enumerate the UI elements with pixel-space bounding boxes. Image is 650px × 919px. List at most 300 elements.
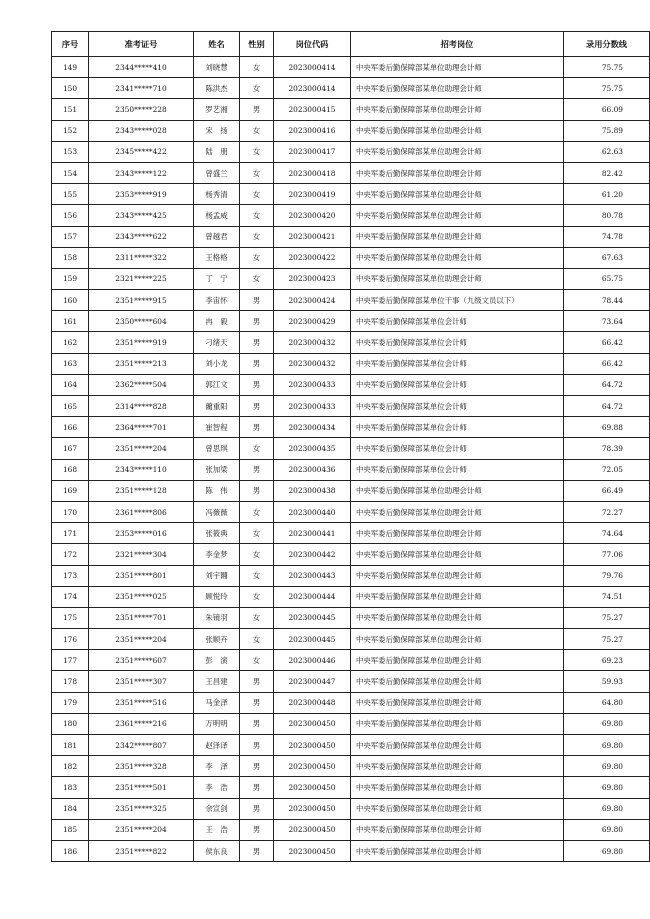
cell-post-code: 2023000447: [274, 671, 351, 692]
cell-name: 李 浩: [194, 777, 240, 798]
cell-score: 62.63: [564, 141, 650, 162]
cell-name: 丁 宁: [194, 268, 240, 289]
cell-score: 66.42: [564, 332, 650, 353]
cell-sex: 男: [240, 417, 274, 438]
cell-post-code: 2023000420: [274, 205, 351, 226]
cell-exam-id: 2351*****607: [89, 650, 194, 671]
cell-sex: 女: [240, 629, 274, 650]
cell-score: 69.80: [564, 713, 650, 734]
cell-name: 刁绪天: [194, 332, 240, 353]
cell-serial-no: 156: [52, 205, 89, 226]
cell-serial-no: 160: [52, 290, 89, 311]
cell-exam-id: 2351*****701: [89, 607, 194, 628]
table-row: [52, 629, 650, 650]
cell-serial-no: 169: [52, 480, 89, 501]
cell-post-code: 2023000450: [274, 713, 351, 734]
cell-post: 中央军委后勤保障部某单位会计师: [351, 311, 564, 332]
cell-serial-no: 178: [52, 671, 89, 692]
cell-serial-no: 175: [52, 607, 89, 628]
cell-name: 陈洪杰: [194, 78, 240, 99]
cell-name: 赵泽译: [194, 735, 240, 756]
cell-exam-id: 2344*****410: [89, 57, 194, 78]
cell-name: 刘晓慧: [194, 57, 240, 78]
cell-serial-no: 159: [52, 268, 89, 289]
header-post-code: 岗位代码: [274, 32, 351, 57]
table-row: [52, 713, 650, 734]
cell-exam-id: 2361*****806: [89, 501, 194, 522]
cell-sex: 女: [240, 586, 274, 607]
cell-name: 郭江文: [194, 374, 240, 395]
cell-post: 中央军委后勤保障部某单位助理会计师: [351, 501, 564, 522]
table-row: [52, 226, 650, 247]
table-row: [52, 777, 650, 798]
cell-name: 李 泽: [194, 756, 240, 777]
cell-exam-id: 2321*****304: [89, 544, 194, 565]
table-row: [52, 141, 650, 162]
cell-post-code: 2023000423: [274, 268, 351, 289]
cell-sex: 男: [240, 374, 274, 395]
cell-exam-id: 2361*****216: [89, 713, 194, 734]
table-row: [52, 268, 650, 289]
cell-exam-id: 2351*****516: [89, 692, 194, 713]
cell-score: 72.05: [564, 459, 650, 480]
cell-exam-id: 2351*****204: [89, 438, 194, 459]
table-row: [52, 247, 650, 268]
cell-sex: 女: [240, 57, 274, 78]
table-row: [52, 353, 650, 374]
table-row: [52, 692, 650, 713]
cell-post-code: 2023000434: [274, 417, 351, 438]
cell-post: 中央军委后勤保障部某单位会计师: [351, 396, 564, 417]
cell-sex: 男: [240, 311, 274, 332]
cell-post: 中央军委后勤保障部某单位会计师: [351, 332, 564, 353]
cell-post-code: 2023000442: [274, 544, 351, 565]
table-row: [52, 819, 650, 840]
cell-name: 顾悦玲: [194, 586, 240, 607]
cell-sex: 男: [240, 713, 274, 734]
cell-serial-no: 155: [52, 184, 89, 205]
cell-serial-no: 165: [52, 396, 89, 417]
cell-sex: 女: [240, 501, 274, 522]
cell-score: 74.64: [564, 523, 650, 544]
cell-exam-id: 2343*****110: [89, 459, 194, 480]
cell-serial-no: 180: [52, 713, 89, 734]
cell-sex: 男: [240, 840, 274, 861]
cell-name: 彭 演: [194, 650, 240, 671]
table-row: [52, 840, 650, 861]
table-row: [52, 459, 650, 480]
cell-name: 刘小龙: [194, 353, 240, 374]
cell-post: 中央军委后勤保障部某单位助理会计师: [351, 226, 564, 247]
cell-sex: 女: [240, 544, 274, 565]
table-row: [52, 396, 650, 417]
cell-serial-no: 158: [52, 247, 89, 268]
cell-score: 69.80: [564, 840, 650, 861]
cell-score: 64.72: [564, 396, 650, 417]
cell-exam-id: 2351*****501: [89, 777, 194, 798]
cell-post-code: 2023000414: [274, 57, 351, 78]
cell-post: 中央军委后勤保障部某单位助理会计师: [351, 692, 564, 713]
cell-serial-no: 176: [52, 629, 89, 650]
cell-serial-no: 174: [52, 586, 89, 607]
cell-name: 刘宇翾: [194, 565, 240, 586]
cell-sex: 男: [240, 459, 274, 480]
cell-post: 中央军委后勤保障部某单位会计师: [351, 417, 564, 438]
cell-exam-id: 2351*****801: [89, 565, 194, 586]
cell-serial-no: 186: [52, 840, 89, 861]
cell-score: 64.72: [564, 374, 650, 395]
cell-post: 中央军委后勤保障部某单位助理会计师: [351, 544, 564, 565]
cell-exam-id: 2351*****025: [89, 586, 194, 607]
cell-score: 66.42: [564, 353, 650, 374]
cell-post: 中央军委后勤保障部某单位助理会计师: [351, 78, 564, 99]
cell-post: 中央军委后勤保障部某单位助理会计师: [351, 523, 564, 544]
cell-score: 69.88: [564, 417, 650, 438]
cell-exam-id: 2351*****328: [89, 756, 194, 777]
cell-post-code: 2023000422: [274, 247, 351, 268]
table-row: [52, 184, 650, 205]
table-row: [52, 544, 650, 565]
cell-post: 中央军委后勤保障部某单位助理会计师: [351, 735, 564, 756]
cell-score: 69.80: [564, 756, 650, 777]
table-row: [52, 162, 650, 183]
cell-post: 中央军委后勤保障部某单位助理会计师: [351, 650, 564, 671]
cell-post: 中央军委后勤保障部某单位干事（九级文员以下）: [351, 290, 564, 311]
cell-sex: 男: [240, 396, 274, 417]
cell-name: 张筱典: [194, 523, 240, 544]
cell-sex: 女: [240, 247, 274, 268]
cell-post: 中央军委后勤保障部某单位助理会计师: [351, 120, 564, 141]
header-post: 招考岗位: [351, 32, 564, 57]
cell-exam-id: 2351*****822: [89, 840, 194, 861]
cell-post-code: 2023000445: [274, 629, 351, 650]
cell-sex: 女: [240, 184, 274, 205]
cell-score: 69.80: [564, 735, 650, 756]
cell-serial-no: 173: [52, 565, 89, 586]
table-row: [52, 565, 650, 586]
cell-post-code: 2023000435: [274, 438, 351, 459]
cell-serial-no: 167: [52, 438, 89, 459]
cell-name: 曾盛兰: [194, 162, 240, 183]
cell-sex: 女: [240, 78, 274, 99]
cell-post: 中央军委后勤保障部某单位会计师: [351, 374, 564, 395]
cell-serial-no: 171: [52, 523, 89, 544]
cell-sex: 女: [240, 607, 274, 628]
cell-post: 中央军委后勤保障部某单位助理会计师: [351, 565, 564, 586]
cell-exam-id: 2350*****604: [89, 311, 194, 332]
table-row: [52, 650, 650, 671]
cell-serial-no: 161: [52, 311, 89, 332]
table-row: [52, 99, 650, 120]
cell-sex: 女: [240, 141, 274, 162]
cell-serial-no: 179: [52, 692, 89, 713]
header-serial-no: 序号: [52, 32, 89, 57]
cell-post: 中央军委后勤保障部某单位助理会计师: [351, 99, 564, 120]
cell-score: 67.63: [564, 247, 650, 268]
cell-name: 陆 朋: [194, 141, 240, 162]
cell-post: 中央军委后勤保障部某单位会计师: [351, 353, 564, 374]
cell-exam-id: 2351*****204: [89, 819, 194, 840]
cell-name: 王 浩: [194, 819, 240, 840]
cell-name: 朱镜羽: [194, 607, 240, 628]
table-row: [52, 57, 650, 78]
cell-serial-no: 163: [52, 353, 89, 374]
cell-exam-id: 2362*****504: [89, 374, 194, 395]
cell-post-code: 2023000415: [274, 99, 351, 120]
cell-post: 中央军委后勤保障部某单位助理会计师: [351, 268, 564, 289]
cell-post-code: 2023000448: [274, 692, 351, 713]
cell-exam-id: 2321*****225: [89, 268, 194, 289]
header-score: 录用分数线: [564, 32, 650, 57]
cell-exam-id: 2351*****128: [89, 480, 194, 501]
cell-score: 69.80: [564, 777, 650, 798]
cell-name: 冯薇薇: [194, 501, 240, 522]
cell-name: 罗艺湘: [194, 99, 240, 120]
table-row: [52, 205, 650, 226]
cell-post: 中央军委后勤保障部某单位助理会计师: [351, 480, 564, 501]
table-row: [52, 523, 650, 544]
cell-post-code: 2023000450: [274, 777, 351, 798]
cell-post: 中央军委后勤保障部某单位会计师: [351, 459, 564, 480]
cell-post: 中央军委后勤保障部某单位助理会计师: [351, 819, 564, 840]
cell-name: 曾越君: [194, 226, 240, 247]
cell-score: 75.75: [564, 57, 650, 78]
cell-name: 马金泽: [194, 692, 240, 713]
cell-name: 崔智程: [194, 417, 240, 438]
cell-post: 中央军委后勤保障部某单位助理会计师: [351, 57, 564, 78]
cell-sex: 女: [240, 205, 274, 226]
table-row: [52, 417, 650, 438]
cell-serial-no: 157: [52, 226, 89, 247]
cell-post: 中央军委后勤保障部某单位助理会计师: [351, 777, 564, 798]
cell-name: 陈 伟: [194, 480, 240, 501]
cell-serial-no: 185: [52, 819, 89, 840]
cell-post: 中央军委后勤保障部某单位助理会计师: [351, 586, 564, 607]
table-row: [52, 671, 650, 692]
cell-score: 74.51: [564, 586, 650, 607]
cell-name: 王昌建: [194, 671, 240, 692]
cell-score: 69.80: [564, 819, 650, 840]
cell-score: 69.80: [564, 798, 650, 819]
cell-score: 75.27: [564, 629, 650, 650]
cell-post-code: 2023000445: [274, 607, 351, 628]
table-row: [52, 798, 650, 819]
cell-score: 66.49: [564, 480, 650, 501]
cell-post-code: 2023000450: [274, 735, 351, 756]
cell-serial-no: 172: [52, 544, 89, 565]
cell-name: 侯东良: [194, 840, 240, 861]
cell-post-code: 2023000433: [274, 374, 351, 395]
cell-sex: 男: [240, 777, 274, 798]
cell-score: 65.75: [564, 268, 650, 289]
cell-score: 75.27: [564, 607, 650, 628]
cell-sex: 男: [240, 756, 274, 777]
cell-serial-no: 162: [52, 332, 89, 353]
cell-sex: 女: [240, 162, 274, 183]
cell-score: 82.42: [564, 162, 650, 183]
cell-exam-id: 2342*****807: [89, 735, 194, 756]
cell-name: 李宙怀: [194, 290, 240, 311]
cell-post-code: 2023000444: [274, 586, 351, 607]
cell-name: 杨秀清: [194, 184, 240, 205]
cell-exam-id: 2343*****622: [89, 226, 194, 247]
cell-serial-no: 151: [52, 99, 89, 120]
cell-serial-no: 154: [52, 162, 89, 183]
cell-post-code: 2023000443: [274, 565, 351, 586]
cell-serial-no: 183: [52, 777, 89, 798]
cell-post: 中央军委后勤保障部某单位助理会计师: [351, 184, 564, 205]
cell-serial-no: 170: [52, 501, 89, 522]
table-row: [52, 735, 650, 756]
cell-name: 杨孟威: [194, 205, 240, 226]
cell-serial-no: 168: [52, 459, 89, 480]
cell-exam-id: 2350*****228: [89, 99, 194, 120]
table-row: [52, 311, 650, 332]
cell-sex: 男: [240, 692, 274, 713]
cell-serial-no: 152: [52, 120, 89, 141]
cell-serial-no: 153: [52, 141, 89, 162]
cell-sex: 女: [240, 523, 274, 544]
cell-post: 中央军委后勤保障部某单位助理会计师: [351, 713, 564, 734]
cell-sex: 男: [240, 290, 274, 311]
cell-exam-id: 2351*****919: [89, 332, 194, 353]
cell-score: 78.39: [564, 438, 650, 459]
cell-score: 66.09: [564, 99, 650, 120]
cell-post: 中央军委后勤保障部某单位助理会计师: [351, 756, 564, 777]
cell-post-code: 2023000436: [274, 459, 351, 480]
cell-sex: 女: [240, 226, 274, 247]
cell-serial-no: 166: [52, 417, 89, 438]
cell-exam-id: 2351*****325: [89, 798, 194, 819]
cell-post: 中央军委后勤保障部某单位助理会计师: [351, 629, 564, 650]
cell-name: 余宣剑: [194, 798, 240, 819]
cell-exam-id: 2311*****322: [89, 247, 194, 268]
cell-sex: 女: [240, 268, 274, 289]
cell-name: 李金梦: [194, 544, 240, 565]
header-sex: 性别: [240, 32, 274, 57]
cell-exam-id: 2351*****307: [89, 671, 194, 692]
cell-serial-no: 181: [52, 735, 89, 756]
cell-post: 中央军委后勤保障部某单位会计师: [351, 438, 564, 459]
cell-exam-id: 2353*****016: [89, 523, 194, 544]
cell-score: 77.06: [564, 544, 650, 565]
cell-post: 中央军委后勤保障部某单位助理会计师: [351, 162, 564, 183]
cell-post-code: 2023000424: [274, 290, 351, 311]
cell-post-code: 2023000419: [274, 184, 351, 205]
cell-sex: 女: [240, 120, 274, 141]
cell-serial-no: 182: [52, 756, 89, 777]
table-row: [52, 586, 650, 607]
cell-score: 64.80: [564, 692, 650, 713]
table-row: [52, 438, 650, 459]
table-row: [52, 607, 650, 628]
cell-exam-id: 2364*****701: [89, 417, 194, 438]
cell-score: 69.23: [564, 650, 650, 671]
cell-score: 72.27: [564, 501, 650, 522]
table-row: [52, 501, 650, 522]
cell-post-code: 2023000433: [274, 396, 351, 417]
table-row: [52, 120, 650, 141]
cell-sex: 男: [240, 798, 274, 819]
cell-serial-no: 149: [52, 57, 89, 78]
cell-post-code: 2023000418: [274, 162, 351, 183]
cell-sex: 男: [240, 480, 274, 501]
cell-exam-id: 2351*****915: [89, 290, 194, 311]
cell-exam-id: 2314*****828: [89, 396, 194, 417]
table-row: [52, 374, 650, 395]
cell-sex: 男: [240, 332, 274, 353]
cell-exam-id: 2341*****710: [89, 78, 194, 99]
cell-post: 中央军委后勤保障部某单位助理会计师: [351, 798, 564, 819]
header-name: 姓名: [194, 32, 240, 57]
cell-post-code: 2023000440: [274, 501, 351, 522]
admission-score-table: [51, 31, 650, 862]
cell-sex: 女: [240, 438, 274, 459]
cell-post: 中央军委后勤保障部某单位助理会计师: [351, 247, 564, 268]
cell-post-code: 2023000421: [274, 226, 351, 247]
cell-sex: 男: [240, 735, 274, 756]
cell-sex: 女: [240, 565, 274, 586]
cell-post-code: 2023000432: [274, 332, 351, 353]
cell-score: 79.76: [564, 565, 650, 586]
cell-name: 藺重阳: [194, 396, 240, 417]
cell-serial-no: 177: [52, 650, 89, 671]
cell-sex: 男: [240, 353, 274, 374]
cell-name: 王格格: [194, 247, 240, 268]
cell-post: 中央军委后勤保障部某单位助理会计师: [351, 840, 564, 861]
cell-exam-id: 2353*****919: [89, 184, 194, 205]
header-row: [52, 32, 650, 57]
cell-exam-id: 2345*****422: [89, 141, 194, 162]
cell-name: 曾思琪: [194, 438, 240, 459]
cell-post: 中央军委后勤保障部某单位助理会计师: [351, 205, 564, 226]
cell-serial-no: 164: [52, 374, 89, 395]
cell-serial-no: 184: [52, 798, 89, 819]
cell-sex: 男: [240, 819, 274, 840]
cell-sex: 女: [240, 650, 274, 671]
table-row: [52, 480, 650, 501]
cell-sex: 男: [240, 99, 274, 120]
table-row: [52, 756, 650, 777]
cell-score: 78.44: [564, 290, 650, 311]
cell-score: 74.78: [564, 226, 650, 247]
cell-name: 冉 毅: [194, 311, 240, 332]
cell-post-code: 2023000416: [274, 120, 351, 141]
cell-post: 中央军委后勤保障部某单位助理会计师: [351, 141, 564, 162]
cell-post-code: 2023000429: [274, 311, 351, 332]
cell-post-code: 2023000450: [274, 840, 351, 861]
cell-score: 75.89: [564, 120, 650, 141]
cell-name: 万明明: [194, 713, 240, 734]
cell-post-code: 2023000417: [274, 141, 351, 162]
cell-post-code: 2023000432: [274, 353, 351, 374]
cell-post-code: 2023000441: [274, 523, 351, 544]
cell-exam-id: 2351*****213: [89, 353, 194, 374]
cell-score: 73.64: [564, 311, 650, 332]
table-row: [52, 290, 650, 311]
cell-serial-no: 150: [52, 78, 89, 99]
table-row: [52, 332, 650, 353]
cell-post-code: 2023000414: [274, 78, 351, 99]
cell-exam-id: 2343*****425: [89, 205, 194, 226]
cell-post-code: 2023000446: [274, 650, 351, 671]
cell-post: 中央军委后勤保障部某单位助理会计师: [351, 671, 564, 692]
cell-post: 中央军委后勤保障部某单位助理会计师: [351, 607, 564, 628]
cell-sex: 男: [240, 671, 274, 692]
cell-post-code: 2023000450: [274, 756, 351, 777]
cell-score: 59.93: [564, 671, 650, 692]
cell-exam-id: 2343*****028: [89, 120, 194, 141]
